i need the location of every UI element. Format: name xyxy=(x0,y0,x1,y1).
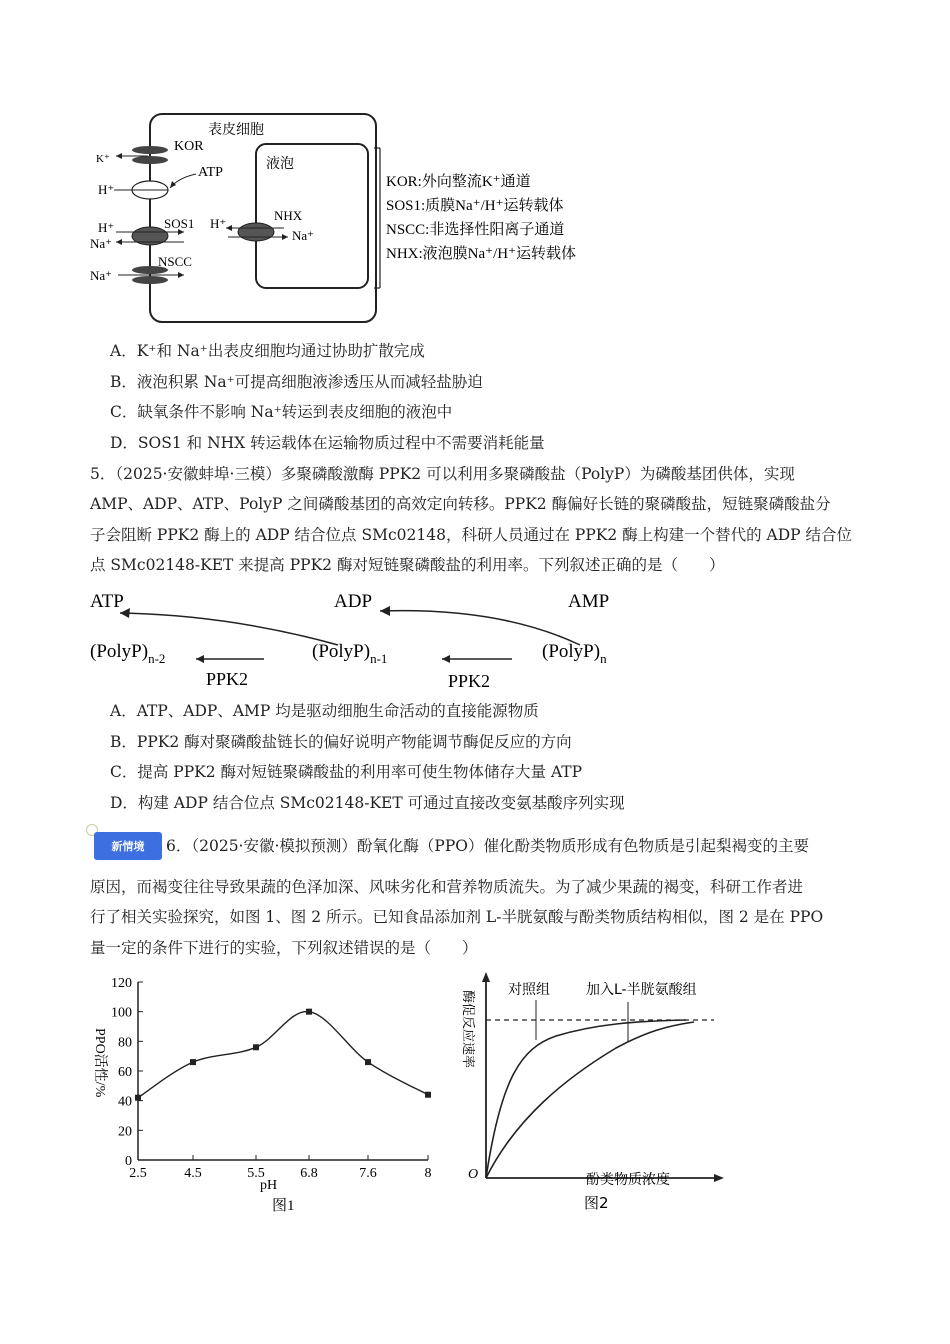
figure-1-ph-chart xyxy=(86,968,448,1218)
fig1-ytick-label: 80 xyxy=(118,1035,132,1051)
q6-stem-line-1: 6．（2025·安徽·模拟预测）酚氧化酶（PPO）催化酚类物质形成有色物质是引起梨褐变的主要 xyxy=(166,837,809,855)
fig2-ylabel: 酶促反应速率 xyxy=(460,990,475,1069)
fig1-xtick-label: 6.8 xyxy=(300,1166,318,1181)
fig1-data-point xyxy=(425,1092,431,1098)
legend-nhx: NHX:液泡膜Na⁺/H⁺运转载体 xyxy=(386,246,576,262)
fig1-data-point xyxy=(306,1009,312,1015)
fig1-data-point xyxy=(365,1059,371,1065)
ppk2-label-2: PPK2 xyxy=(448,671,491,691)
fig1-xtick-label: 8 xyxy=(424,1166,432,1181)
q5-option-d[interactable]: D．构建 ADP 结合位点 SMc02148-KET 可通过直接改变氨基酸序列实现 xyxy=(110,794,625,812)
polyp-n2: $(PolyP)_{n-2}$ xyxy=(90,641,166,666)
atp-text: ATP xyxy=(90,591,124,612)
fig1-ytick-label: 120 xyxy=(111,976,132,991)
q5-option-a[interactable]: A．ATP、ADP、AMP 均是驱动细胞生命活动的直接能源物质 xyxy=(110,702,539,720)
q5-option-b[interactable]: B．PPK2 酶对聚磷酸盐链长的偏好说明产物能调节酶促反应的方向 xyxy=(110,733,572,751)
fig1-xtick-label: 2.5 xyxy=(129,1166,147,1181)
q5-stem-line-2: AMP、ADP、ATP、PolyP 之间磷酸基团的高效定向转移。PPK2 酶偏好长链的聚磷酸盐，短链聚磷酸盐分 xyxy=(90,495,831,513)
amp-text: AMP xyxy=(568,591,610,612)
h-ion-2: H⁺ xyxy=(98,220,115,235)
fig2-xlabel: 酚类物质浓度 xyxy=(586,1172,670,1188)
fig1-ytick-label: 40 xyxy=(118,1094,132,1110)
ppk2-label-1: PPK2 xyxy=(206,669,249,689)
na-ion-3: Na⁺ xyxy=(292,228,315,243)
cell-label: 表皮细胞 xyxy=(208,123,264,138)
adp-text: ADP xyxy=(334,591,373,612)
fig1-xtick-label: 4.5 xyxy=(184,1166,202,1181)
fig2-series-cysteine: 加入L-半胱氨酸组 xyxy=(586,982,697,998)
fig1-data-point xyxy=(253,1044,259,1050)
q5-stem-line-3: 子会阻断 PPK2 酶上的 ADP 结合位点 SMc02148，科研人员通过在 PPK2 酶上构建一个替代的 ADP 结合位 xyxy=(90,526,853,544)
fig1-ytick-label: 60 xyxy=(118,1065,132,1080)
q5-stem-line-1: 5．（2025·安徽蚌埠·三模）多聚磷酸激酶 PPK2 可以利用多聚磷酸盐（PolyP）为磷酸基团供体，实现 xyxy=(90,465,795,483)
fig1-ytick-label: 0 xyxy=(125,1154,132,1169)
q4-option-d[interactable]: D．SOS1 和 NHX 转运载体在运输物质过程中不需要消耗能量 xyxy=(110,434,545,452)
q5-option-c[interactable]: C．提高 PPK2 酶对短链聚磷酸盐的利用率可使生物体储存大量 ATP xyxy=(110,763,583,781)
fig1-xlabel: pH xyxy=(260,1178,278,1193)
nscc-label: NSCC xyxy=(158,254,192,269)
fig1-curve xyxy=(138,1012,428,1098)
q6-stem-line-2: 原因，而褐变往往导致果蔬的色泽加深、风味劣化和营养物质流失。为了减少果蔬的褐变，科研工作者进 xyxy=(90,878,804,896)
fig1-ylabel: PPO活性/% xyxy=(92,1028,107,1098)
polyp-n: $(PolyP)_n$ xyxy=(542,641,607,666)
fig1-data-point xyxy=(135,1095,141,1101)
fig1-xtick-label: 7.6 xyxy=(359,1166,377,1181)
fig1-xtick-label: 5.5 xyxy=(247,1166,265,1181)
fig1-data-point xyxy=(190,1059,196,1065)
fig2-title: 图2 xyxy=(584,1194,609,1212)
polyp-n1: $(PolyP)_{n-1}$ xyxy=(312,641,388,666)
na-ion-1: Na⁺ xyxy=(90,236,113,251)
nhx-label: NHX xyxy=(274,208,303,223)
h-ion-3: H⁺ xyxy=(210,216,227,231)
h-ion-1: H⁺ xyxy=(98,182,115,197)
fig1-ytick-label: 20 xyxy=(118,1124,132,1140)
fig1-title: 图1 xyxy=(272,1198,295,1214)
legend-nscc: NSCC:非选择性阳离子通道 xyxy=(386,222,565,238)
fig2-control-curve xyxy=(486,1020,686,1178)
fig2-cysteine-curve xyxy=(486,1022,694,1178)
q5-phosphate-diagram xyxy=(80,585,640,693)
q6-stem-line-3: 行了相关实验探究，如图 1、图 2 所示。已知食品添加剂 L-半胱氨酸与酚类物质结构相似，图 2 是在 PPO xyxy=(90,908,824,926)
na-ion-2: Na⁺ xyxy=(90,268,113,283)
sos1-label: SOS1 xyxy=(164,216,195,231)
legend-kor: KOR:外向整流K⁺通道 xyxy=(386,174,531,190)
vacuole-label: 液泡 xyxy=(266,157,294,172)
kor-channel xyxy=(132,146,168,154)
new-context-badge: 新情境 xyxy=(94,832,162,860)
q4-option-b[interactable]: B．液泡积累 Na⁺可提高细胞液渗透压从而减轻盐胁迫 xyxy=(110,373,483,391)
q6-stem-line-4: 量一定的条件下进行的实验，下列叙述错误的是（ ） xyxy=(90,939,478,957)
fig2-origin: O xyxy=(468,1167,479,1182)
q5-stem-line-4: 点 SMc02148-KET 来提高 PPK2 酶对短链聚磷酸盐的利用率。下列叙述正确的是（ ） xyxy=(90,556,725,574)
q4-option-c[interactable]: C．缺氧条件不影响 Na⁺转运到表皮细胞的液泡中 xyxy=(110,403,453,421)
q4-option-a[interactable]: A．K⁺和 Na⁺出表皮细胞均通过协助扩散完成 xyxy=(110,342,425,360)
figure-2-rate-chart xyxy=(456,968,726,1218)
q4-cell-diagram xyxy=(88,108,628,328)
kor-label: KOR xyxy=(174,139,204,154)
legend-sos1: SOS1:质膜Na⁺/H⁺运转载体 xyxy=(386,198,564,214)
fig2-series-control: 对照组 xyxy=(508,982,550,998)
atp-label: ATP xyxy=(198,165,223,180)
fig1-ytick-label: 100 xyxy=(111,1005,132,1021)
nhx-transporter xyxy=(238,223,274,241)
k-ion: K⁺ xyxy=(96,153,110,165)
